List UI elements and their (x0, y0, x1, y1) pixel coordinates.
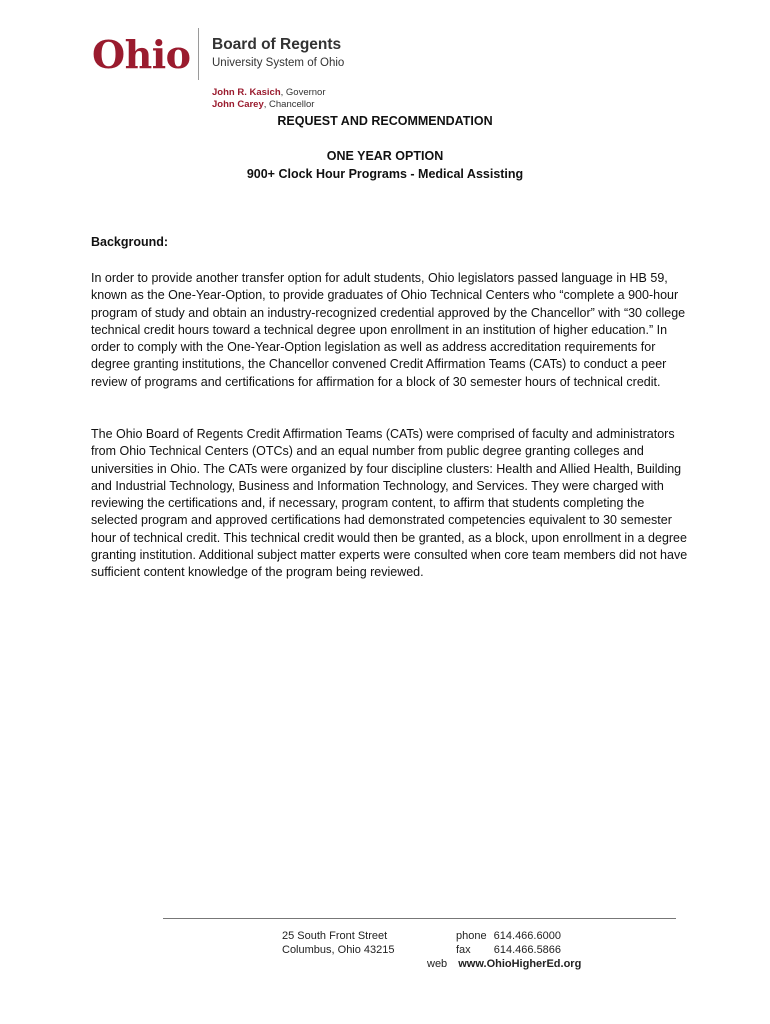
governor-title: , Governor (280, 87, 326, 98)
footer-street: 25 South Front Street (282, 930, 388, 942)
footer-web-line (427, 957, 581, 971)
chancellor-line (212, 99, 326, 111)
chancellor-title: , Chancellor (263, 99, 315, 110)
footer-city: Columbus, Ohio 43215 (282, 944, 395, 956)
footer-phone-line (456, 929, 561, 943)
governor-name: John R. Kasich (212, 87, 281, 98)
footer-fax-label: fax (456, 944, 471, 956)
org-subtitle: University System of Ohio (212, 57, 345, 69)
footer-phone: 614.466.6000 (493, 930, 561, 942)
document-subtitle-2: 900+ Clock Hour Programs - Medical Assisting (246, 167, 524, 181)
org-name: Board of Regents (212, 36, 342, 53)
footer-web-link[interactable]: www.OhioHigherEd.org (458, 958, 582, 970)
letterhead (92, 26, 392, 110)
officials (212, 87, 326, 111)
chancellor-name: John Carey (212, 99, 264, 110)
footer-phone-label: phone (456, 930, 487, 942)
footer-web-label: web (427, 958, 448, 970)
paragraph-2: The Ohio Board of Regents Credit Affirmation Teams (CATs) were comprised of faculty and administrators from Ohio Technical Centers (OTCs) and an equal number from public degree granting colleges and universities in Ohio. The CATs were organized by four discipline clusters: Health and Allied Health, Building and Industrial Technology, Business and Information Technology, and Services. They were charged with reviewing the certifications and, if necessary, program content, to affirm that students completing the selected program and approved certifications had demonstrated competencies equivalent to 30 semester hour of technical credit. This technical credit would then be granted, as a block, upon enrollment in a degree granting institution. Additional subject matter experts were consulted when core team members did not have sufficient content knowledge of the program being reviewed. (91, 427, 688, 580)
footer-rule (163, 918, 676, 919)
letterhead-divider (198, 28, 199, 80)
governor-line (212, 87, 326, 99)
footer-address (282, 929, 395, 957)
footer-fax-line (456, 943, 561, 957)
document-title: REQUEST AND RECOMMENDATION (277, 114, 493, 128)
ohio-logo: Ohio (92, 32, 191, 77)
paragraph-1: In order to provide another transfer option for adult students, Ohio legislators passed language in HB 59, known as the One-Year-Option, to provide graduates of Ohio Technical Centers who “complete a 900-hour program of study and obtain an industry-recognized credential approved by the Chancellor” with “30 college technical credit hours toward a technical degree upon enrollment in an institution of higher education.” In order to comply with the One-Year-Option legislation as well as address accreditation requirements for degree granting institutions, the Chancellor convened Credit Affirmation Teams (CATs) to conduct a peer review of programs and certifications for affirmation for a block of 30 semester hours of technical credit. (91, 271, 686, 389)
footer-fax: 614.466.5866 (493, 944, 562, 956)
section-heading: Background: (91, 235, 169, 249)
document-subtitle-1: ONE YEAR OPTION (326, 149, 444, 163)
